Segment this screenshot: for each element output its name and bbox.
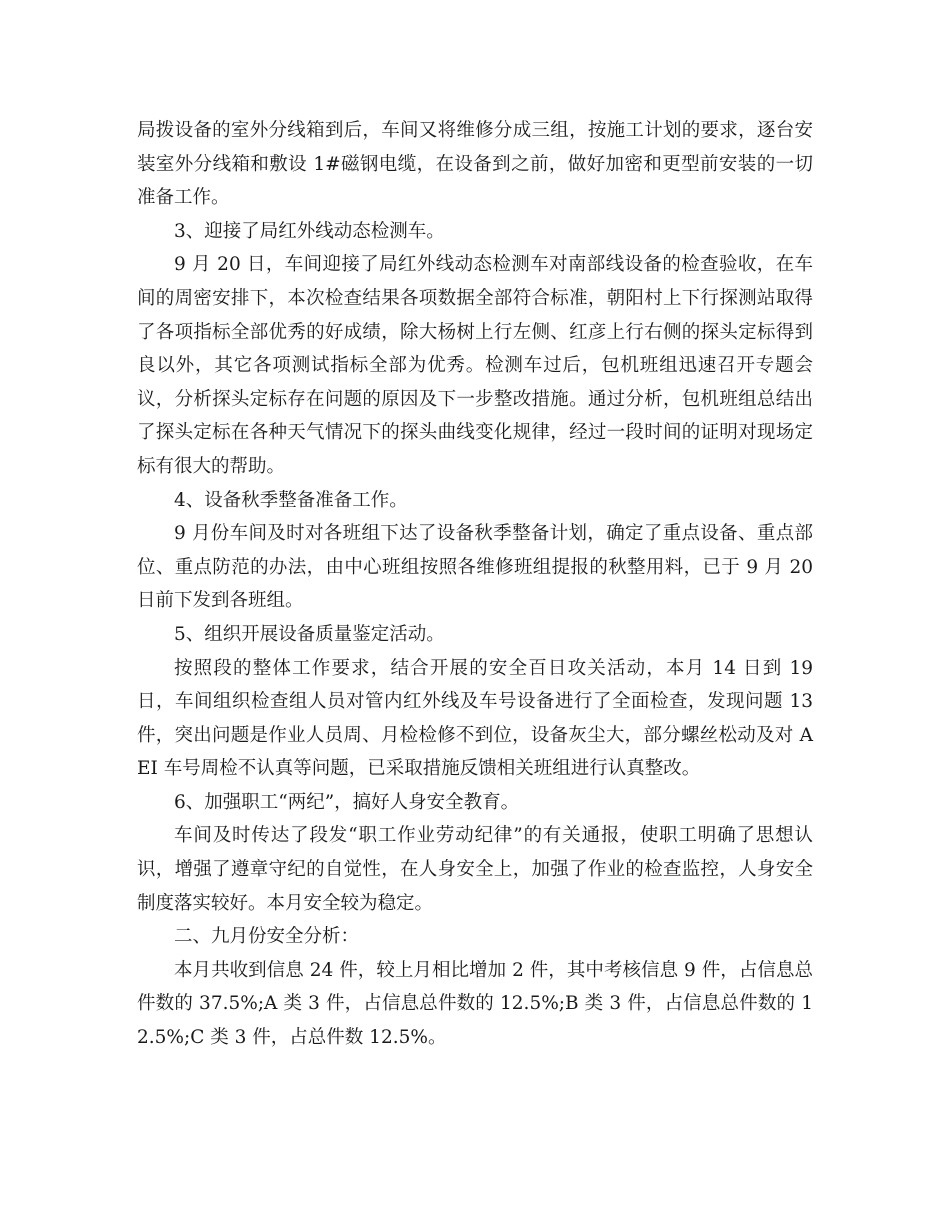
paragraph-11: 本月共收到信息 24 件，较上月相比增加 2 件，其中考核信息 9 件，占信息总件数的 37.5%;A 类 3 件，占信息总件数的 12.5%;B 类 3 件，占信息总件数的 12.5%;C 类 3 件，占总件数 12.5%。 <box>137 959 813 1049</box>
paragraph-9: 车间及时传达了段发“职工作业劳动纪律”的有关通报，使职工明确了思想认识，增强了遵章守纪的自觉性，在人身安全上，加强了作业的检查监控，人身安全制度落实较好。本月安全较为稳定。 <box>137 825 813 914</box>
section-heading-3: 3、迎接了局红外线动态检测车。 <box>174 220 445 242</box>
paragraph-3: 9 月 20 日，车间迎接了局红外线动态检测车对南部线设备的检查验收，在车间的周密安排下，本次检查结果各项数据全部符合标准，朝阳村上下行探测站取得了各项指标全部优秀的好成绩，除大杨树上行左侧、红彦上行右侧的探头定标得到良以外，其它各项测试指标全部为优秀。检测车过后，包机班组迅速召开专题会议，分析探头定标存在问题的原因及下一步整改措施。通过分析，包机班组总结出了探头定标在各种天气情况下的探头曲线变化规律，经过一段时间的证明对现场定标有很大的帮助。 <box>137 254 813 477</box>
document-body <box>137 114 813 1055</box>
section-heading-safety-analysis: 二、九月份安全分析： <box>174 926 360 948</box>
paragraph-5: 9 月份车间及时对各班组下达了设备秋季整备计划，确定了重点设备、重点部位、重点防范的办法，由中心班组按照各维修班组提报的秋整用料，已于 9 月 20 日前下发到各班组。 <box>137 523 813 612</box>
paragraph-1: 局拨设备的室外分线箱到后，车间又将维修分成三组，按施工计划的要求，逐台安装室外分线箱和敷设 1#磁钢电缆，在设备到之前，做好加密和更型前安装的一切准备工作。 <box>137 120 813 209</box>
section-heading-6: 6、加强职工“两纪”，搞好人身安全教育。 <box>174 791 520 813</box>
paragraph-7: 按照段的整体工作要求，结合开展的安全百日攻关活动，本月 14 日到 19 日，车间组织检查组人员对管内红外线及车号设备进行了全面检查，发现问题 13 件，突出问题是作业人员周、月检检修不到位，设备灰尘大，部分螺丝松动及对 AEI 车号周检不认真等问题，已采取措施反馈相关班组进行认真整改。 <box>137 657 813 780</box>
section-heading-5: 5、组织开展设备质量鉴定活动。 <box>174 623 445 645</box>
section-heading-4: 4、设备秋季整备准备工作。 <box>174 489 408 511</box>
